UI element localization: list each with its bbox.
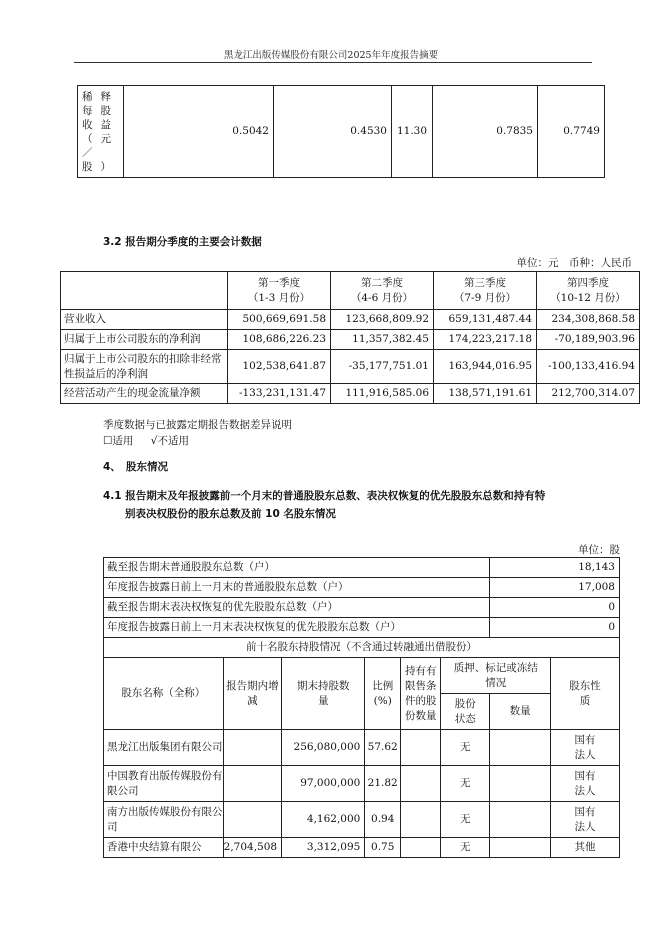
row-label: 营业收入	[61, 310, 228, 330]
table-cell: 138,571,191.61	[434, 384, 537, 404]
holder-nature: 国有法人	[551, 730, 620, 766]
holder-nature: 其他	[551, 838, 620, 858]
holder-change	[223, 766, 281, 802]
column-header-pledge-qty: 数量	[490, 694, 551, 730]
column-header	[228, 272, 331, 310]
column-header-nature: 股东性质	[551, 658, 620, 730]
unit-label: 单位：元 币种：人民币	[516, 257, 632, 269]
holder-change	[223, 802, 281, 838]
table-cell: 500,669,691.58	[228, 310, 331, 330]
holder-restricted	[401, 838, 441, 858]
table-row	[78, 86, 605, 178]
table-cell: 11,357,382.45	[331, 330, 434, 350]
holder-ratio: 0.75	[365, 838, 401, 858]
table-cell: -100,133,416.94	[537, 350, 640, 384]
option-applicable: ☐适用	[103, 435, 134, 447]
column-header-held: 期末持股数量	[282, 658, 365, 730]
section-title-line: 4.1 报告期末及年报披露前一个月末的普通股股东总数、表决权恢复的优先股股东总数和持有特	[103, 490, 546, 502]
table-cell: 174,223,217.18	[434, 330, 537, 350]
column-header-name: 第三季度	[464, 276, 506, 289]
column-header-range: （1-3 月份）	[247, 291, 311, 304]
holder-qty	[490, 802, 551, 838]
column-header	[331, 272, 434, 310]
holder-ratio: 21.82	[365, 766, 401, 802]
table-row	[104, 838, 620, 858]
column-header-pledge-status: 股份状态	[441, 694, 490, 730]
table-row	[104, 766, 620, 802]
holder-restricted	[401, 802, 441, 838]
table-cell: 212,700,314.07	[537, 384, 640, 404]
table-cell: 111,916,585.06	[331, 384, 434, 404]
table-cell: 659,131,487.44	[434, 310, 537, 330]
holder-held: 4,162,000	[282, 802, 365, 838]
table-cell: -35,177,751.01	[331, 350, 434, 384]
summary-value: 17,008	[490, 578, 620, 598]
table-row	[61, 310, 640, 330]
holder-change	[223, 730, 281, 766]
table-title-row	[104, 638, 620, 658]
row-label: 归属于上市公司股东的净利润	[61, 330, 228, 350]
holder-status: 无	[441, 838, 490, 858]
table-row	[61, 384, 640, 404]
top10-title: 前十名股东持股情况（不含通过转融通出借股份）	[104, 638, 620, 658]
holder-status: 无	[441, 802, 490, 838]
column-header-name: 第四季度	[567, 276, 609, 289]
holder-nature: 国有法人	[551, 802, 620, 838]
column-header-ratio: 比例(%)	[365, 658, 401, 730]
table-header-row	[104, 658, 620, 694]
summary-row	[104, 558, 620, 578]
row-label: 经营活动产生的现金流量净额	[61, 384, 228, 404]
holder-ratio: 0.94	[365, 802, 401, 838]
summary-value: 18,143	[490, 558, 620, 578]
row-label: 归属于上市公司股东的扣除非经常性损益后的净利润	[61, 350, 228, 384]
quarterly-note: 季度数据与已披露定期报告数据差异说明	[103, 419, 292, 431]
section-title-4-1	[103, 487, 623, 523]
holder-name: 中国教育出版传媒股份有限公司	[104, 766, 224, 802]
table-cell: 0.4530	[274, 86, 392, 178]
table-cell: -70,189,903.96	[537, 330, 640, 350]
table-row	[104, 730, 620, 766]
column-header-pledge: 质押、标记或冻结情况	[441, 658, 551, 694]
column-header-range: （4-6 月份）	[350, 291, 414, 304]
holder-status: 无	[441, 766, 490, 802]
row-label: 稀释每股收益（元／股）	[78, 86, 124, 178]
summary-label: 年度报告披露日前上一月末的普通股股东总数（户）	[104, 578, 490, 598]
table-cell: 11.30	[392, 86, 433, 178]
section-title-4: 4、 股东情况	[103, 461, 169, 473]
column-header-change: 报告期内增减	[223, 658, 281, 730]
holder-qty	[490, 766, 551, 802]
option-not-applicable: √不适用	[150, 435, 189, 447]
table-row	[61, 350, 640, 384]
header-divider	[74, 62, 592, 63]
column-header-restricted: 持有有限售条件的股份数量	[401, 658, 441, 730]
holder-nature: 国有法人	[551, 766, 620, 802]
table-cell: 108,686,226.23	[228, 330, 331, 350]
holder-name: 南方出版传媒股份有限公司	[104, 802, 224, 838]
summary-row	[104, 578, 620, 598]
summary-value: 0	[490, 598, 620, 618]
holder-qty	[490, 730, 551, 766]
table-header-row	[61, 272, 640, 310]
unit-label: 单位：股	[578, 544, 620, 556]
column-header-range: （10-12 月份）	[550, 291, 626, 304]
table-cell: -133,231,131.47	[228, 384, 331, 404]
holder-restricted	[401, 766, 441, 802]
holder-held: 97,000,000	[282, 766, 365, 802]
holder-name: 黑龙江出版集团有限公司	[104, 730, 224, 766]
table-cell: 234,308,868.58	[537, 310, 640, 330]
summary-row	[104, 618, 620, 638]
section-title-3-2: 3.2 报告期分季度的主要会计数据	[103, 236, 262, 248]
holder-held: 3,312,095	[282, 838, 365, 858]
diluted-eps-table	[77, 85, 605, 178]
shareholder-table	[103, 557, 620, 858]
section-title-line: 别表决权股份的股东总数及前 10 名股东情况	[125, 508, 336, 520]
quarterly-data-table	[60, 271, 640, 404]
table-row	[61, 330, 640, 350]
table-cell: 102,538,641.87	[228, 350, 331, 384]
holder-held: 256,080,000	[282, 730, 365, 766]
holder-qty	[490, 838, 551, 858]
summary-label: 截至报告期末表决权恢复的优先股股东总数（户）	[104, 598, 490, 618]
table-cell: 0.7749	[538, 86, 605, 178]
table-row	[104, 802, 620, 838]
holder-ratio: 57.62	[365, 730, 401, 766]
column-header-name: 股东名称（全称）	[104, 658, 224, 730]
table-cell: 163,944,016.95	[434, 350, 537, 384]
holder-restricted	[401, 730, 441, 766]
table-cell: 123,668,809.92	[331, 310, 434, 330]
column-header-name: 第一季度	[258, 276, 300, 289]
holder-status: 无	[441, 730, 490, 766]
table-cell: 0.7835	[433, 86, 538, 178]
summary-label: 年度报告披露日前上一月末表决权恢复的优先股股东总数（户）	[104, 618, 490, 638]
column-header	[434, 272, 537, 310]
page-header: 黑龙江出版传媒股份有限公司2025年年度报告摘要	[223, 50, 439, 61]
summary-value: 0	[490, 618, 620, 638]
applicability-options	[103, 433, 189, 448]
column-header	[537, 272, 640, 310]
table-cell: 0.5042	[124, 86, 274, 178]
column-header-name: 第二季度	[361, 276, 403, 289]
table-cell	[61, 272, 228, 310]
summary-row	[104, 598, 620, 618]
holder-change: 2,704,508	[223, 838, 281, 858]
column-header-range: （7-9 月份）	[453, 291, 517, 304]
summary-label: 截至报告期末普通股股东总数（户）	[104, 558, 490, 578]
holder-name: 香港中央结算有限公	[104, 838, 224, 858]
